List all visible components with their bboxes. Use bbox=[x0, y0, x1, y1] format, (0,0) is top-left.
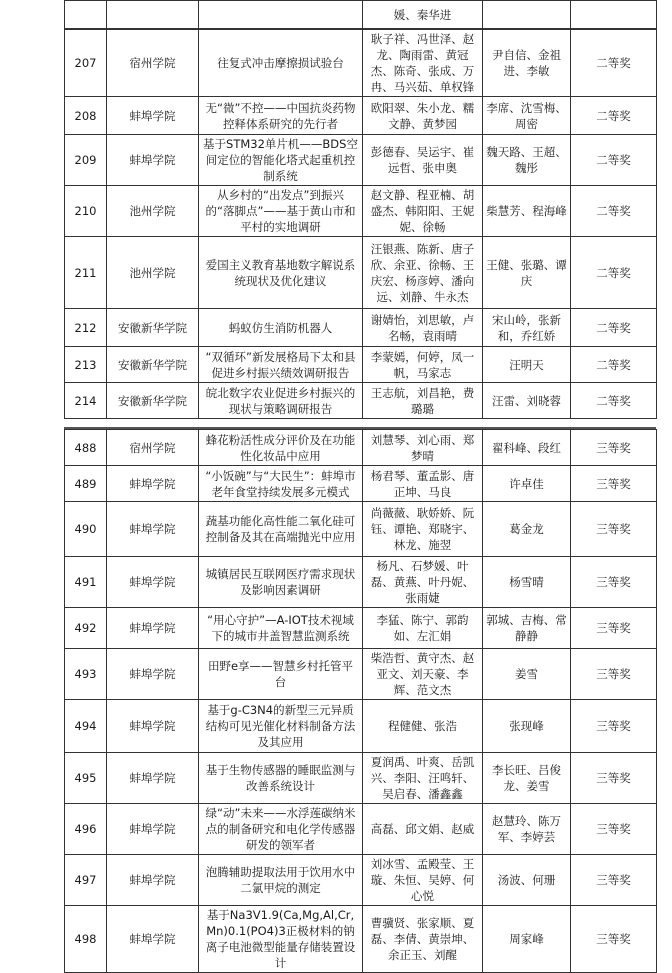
school-cell: 蚌埠学院 bbox=[107, 135, 199, 186]
number-cell: 210 bbox=[65, 186, 107, 237]
award-cell: 三等奖 bbox=[571, 906, 657, 973]
advisor-cell: 郭城、吉梅、常静静 bbox=[483, 608, 571, 649]
number-cell: 497 bbox=[65, 855, 107, 906]
school-cell: 安徽新华学院 bbox=[107, 383, 199, 419]
award-cell: 二等奖 bbox=[571, 30, 657, 97]
school-cell: 蚌埠学院 bbox=[107, 700, 199, 753]
awards-table-second-prize bbox=[64, 29, 657, 419]
table-row bbox=[65, 186, 657, 237]
title-cell: 往复式冲击摩擦损试验台 bbox=[199, 30, 363, 97]
number-cell: 212 bbox=[65, 309, 107, 347]
members-cell: 汪银燕、陈新、唐子欣、余亚、徐畅、王庆宏、杨彦婷、潘向远、刘静、牛永杰 bbox=[363, 237, 483, 309]
table-row bbox=[65, 502, 657, 557]
award-cell: 二等奖 bbox=[571, 383, 657, 419]
advisor-cell: 张现峰 bbox=[483, 700, 571, 753]
title-cell: 从乡村的“出发点”到振兴的“落脚点”——基于黄山市和平村的实地调研 bbox=[199, 186, 363, 237]
number-cell: 489 bbox=[65, 466, 107, 502]
title-cell: 蜂花粉活性成分评价及在功能性化妆品中应用 bbox=[199, 430, 363, 466]
members-cell: 夏润禹、叶爽、岳凯兴、李阳、汪鸣轩、吴启春、潘鑫鑫 bbox=[363, 753, 483, 804]
school-cell: 蚌埠学院 bbox=[107, 608, 199, 649]
school-cell: 蚌埠学院 bbox=[107, 906, 199, 973]
title-cell: 爱国主义教育基地数字解说系统现状及优化建议 bbox=[199, 237, 363, 309]
advisor-cell: 许卓佳 bbox=[483, 466, 571, 502]
title-cell: “双循环”新发展格局下太和县促进乡村振兴绩效调研报告 bbox=[199, 347, 363, 383]
title-cell: 田野e享——智慧乡村托管平台 bbox=[199, 649, 363, 700]
members-cell: 李猛、陈宁、郭韵如、左汇娟 bbox=[363, 608, 483, 649]
advisor-cell: 王健、张璐、谭庆 bbox=[483, 237, 571, 309]
members-cell: 杨君琴、董孟影、唐正坤、马良 bbox=[363, 466, 483, 502]
title-cell: “用心守护”—A-IOT技术视域下的城市井盖智慧监测系统 bbox=[199, 608, 363, 649]
school-cell: 池州学院 bbox=[107, 186, 199, 237]
award-cell: 三等奖 bbox=[571, 608, 657, 649]
title-cell: 基于STM32单片机——BDS空间定位的智能化塔式起重机控制系统 bbox=[199, 135, 363, 186]
advisor-cell: 尹自信、金祖进、李敏 bbox=[483, 30, 571, 97]
number-cell: 209 bbox=[65, 135, 107, 186]
table-row bbox=[65, 430, 657, 466]
advisor-cell: 宋山岭，张新和，乔红娇 bbox=[483, 309, 571, 347]
award-cell: 二等奖 bbox=[571, 97, 657, 135]
award-cell: 三等奖 bbox=[571, 855, 657, 906]
title-cell: 绿“动”未来——水浮莲碳纳米点的制备研究和电化学传感器研发的领军者 bbox=[199, 804, 363, 855]
table-row bbox=[65, 97, 657, 135]
award-cell: 二等奖 bbox=[571, 347, 657, 383]
members-cell: 刘冰雪、孟殿莹、王璇、朱恒、吴婷、何心悦 bbox=[363, 855, 483, 906]
members-cell: 杨凡、石梦媛、叶磊、黄燕、叶丹妮、张雨婕 bbox=[363, 557, 483, 608]
school-cell: 宿州学院 bbox=[107, 430, 199, 466]
school-cell: 蚌埠学院 bbox=[107, 804, 199, 855]
advisor-cell: 李席、沈雪梅、周密 bbox=[483, 97, 571, 135]
school-cell: 蚌埠学院 bbox=[107, 753, 199, 804]
title-cell: 基于Na3V1.9(Ca,Mg,Al,Cr,Mn)0.1(PO4)3正极材料的钠离子电池微型能量存储装置设计 bbox=[199, 906, 363, 973]
number-cell: 490 bbox=[65, 502, 107, 557]
members-cell: 欧阳翠、朱小龙、糯文静、黄梦园 bbox=[363, 97, 483, 135]
number-cell: 214 bbox=[65, 383, 107, 419]
members-cell: 柴浩哲、黄守杰、赵亚文、刘天豪、李辉、范文杰 bbox=[363, 649, 483, 700]
number-cell: 488 bbox=[65, 430, 107, 466]
school-cell: 蚌埠学院 bbox=[107, 97, 199, 135]
table-row bbox=[65, 804, 657, 855]
members-cell: 高磊、邱文娟、赵威 bbox=[363, 804, 483, 855]
advisor-cell: 葛金龙 bbox=[483, 502, 571, 557]
school-cell: 安徽新华学院 bbox=[107, 309, 199, 347]
advisor-cell: 赵慧玲、陈万军、李婷芸 bbox=[483, 804, 571, 855]
title-cell: 蚂蚁仿生消防机器人 bbox=[199, 309, 363, 347]
award-cell: 二等奖 bbox=[571, 309, 657, 347]
table-row bbox=[65, 753, 657, 804]
advisor-cell: 李长旺、吕俊龙、姜雪 bbox=[483, 753, 571, 804]
award-cell: 三等奖 bbox=[571, 557, 657, 608]
title-cell: 基于g-C3N4的新型三元异质结构可见光催化材料制备方法及其应用 bbox=[199, 700, 363, 753]
title-cell: “小饭碗”与“大民生”：蚌埠市老年食堂持续发展多元模式 bbox=[199, 466, 363, 502]
members-cell: 王志航，刘昌艳，费璐璐 bbox=[363, 383, 483, 419]
advisor-cell: 汪明天 bbox=[483, 347, 571, 383]
table-row bbox=[65, 135, 657, 186]
school-cell: 蚌埠学院 bbox=[107, 649, 199, 700]
number-cell: 208 bbox=[65, 97, 107, 135]
award-cell: 三等奖 bbox=[571, 753, 657, 804]
document-page bbox=[64, 0, 656, 973]
awards-table-third-prize bbox=[64, 429, 657, 973]
award-cell: 三等奖 bbox=[571, 649, 657, 700]
number-cell: 493 bbox=[65, 649, 107, 700]
advisor-cell: 杨雪晴 bbox=[483, 557, 571, 608]
title-cell: 无“微”不控——中国抗炎药物控释体系研究的先行者 bbox=[199, 97, 363, 135]
number-cell: 211 bbox=[65, 237, 107, 309]
title-cell: 蔬基功能化高性能二氧化硅可控制备及其在高端抛光中应用 bbox=[199, 502, 363, 557]
table-row bbox=[65, 700, 657, 753]
number-cell: 494 bbox=[65, 700, 107, 753]
table-row bbox=[65, 557, 657, 608]
advisor-cell: 汤波、何珊 bbox=[483, 855, 571, 906]
number-cell: 491 bbox=[65, 557, 107, 608]
table-row bbox=[65, 309, 657, 347]
school-cell: 安徽新华学院 bbox=[107, 347, 199, 383]
award-cell: 三等奖 bbox=[571, 430, 657, 466]
table-row bbox=[65, 347, 657, 383]
members-cell: 曹骥贤、张家顺、夏磊、李倩、黄崇坤、余正玉、刘醒 bbox=[363, 906, 483, 973]
advisor-cell: 魏天路、王超、魏彤 bbox=[483, 135, 571, 186]
number-cell: 496 bbox=[65, 804, 107, 855]
advisor-cell: 姜雪 bbox=[483, 649, 571, 700]
award-cell: 三等奖 bbox=[571, 804, 657, 855]
page-gap bbox=[64, 419, 656, 427]
advisor-cell: 周家峰 bbox=[483, 906, 571, 973]
table-row bbox=[65, 906, 657, 973]
school-cell: 池州学院 bbox=[107, 237, 199, 309]
award-cell: 二等奖 bbox=[571, 237, 657, 309]
award-cell: 二等奖 bbox=[571, 135, 657, 186]
members-cell: 刘慧琴、刘心雨、郑梦晴 bbox=[363, 430, 483, 466]
title-cell: 城镇居民互联网医疗需求现状及影响因素调研 bbox=[199, 557, 363, 608]
title-cell: 基于生物传感器的睡眠监测与改善系统设计 bbox=[199, 753, 363, 804]
table-row bbox=[65, 855, 657, 906]
members-cell: 耿子祥、冯世泽、赵龙、陶雨雷、黄冠杰、陈奇、张成、万冉、马兴茹、单权锋 bbox=[363, 30, 483, 97]
table-row bbox=[65, 237, 657, 309]
table-row bbox=[65, 30, 657, 97]
award-cell: 三等奖 bbox=[571, 502, 657, 557]
top-partial-table bbox=[64, 0, 657, 29]
school-cell: 蚌埠学院 bbox=[107, 855, 199, 906]
advisor-cell: 翟科峰、段红 bbox=[483, 430, 571, 466]
members-cell: 赵文静、程亚楠、胡盛杰、韩阳阳、王妮妮、徐畅 bbox=[363, 186, 483, 237]
members-cell: 程健健、张浩 bbox=[363, 700, 483, 753]
number-cell: 498 bbox=[65, 906, 107, 973]
school-cell: 宿州学院 bbox=[107, 30, 199, 97]
members-cell: 谢婧怡，刘思敏，卢名畅，袁雨晴 bbox=[363, 309, 483, 347]
table-row bbox=[65, 608, 657, 649]
award-cell: 三等奖 bbox=[571, 466, 657, 502]
advisor-cell: 汪雷、刘晓蓉 bbox=[483, 383, 571, 419]
members-cell: 李蒙嫣，何婷，凤一帆，马家志 bbox=[363, 347, 483, 383]
members-cell: 尚薇薇、耿娇娇、阮钰、谭艳、郑晓宇、林龙、施翌 bbox=[363, 502, 483, 557]
table-row-partial bbox=[65, 1, 657, 29]
award-cell: 三等奖 bbox=[571, 700, 657, 753]
table-row bbox=[65, 466, 657, 502]
title-cell: 泡腾辅助提取法用于饮用水中二氯甲烷的测定 bbox=[199, 855, 363, 906]
advisor-cell: 柴慧芳、程海峰 bbox=[483, 186, 571, 237]
number-cell: 207 bbox=[65, 30, 107, 97]
award-cell: 二等奖 bbox=[571, 186, 657, 237]
school-cell: 蚌埠学院 bbox=[107, 466, 199, 502]
school-cell: 蚌埠学院 bbox=[107, 557, 199, 608]
table-row bbox=[65, 383, 657, 419]
title-cell: 皖北数字农业促进乡村振兴的现状与策略调研报告 bbox=[199, 383, 363, 419]
number-cell: 492 bbox=[65, 608, 107, 649]
members-cell: 媛、秦华进 bbox=[363, 1, 483, 29]
school-cell: 蚌埠学院 bbox=[107, 502, 199, 557]
table-row bbox=[65, 649, 657, 700]
number-cell: 213 bbox=[65, 347, 107, 383]
number-cell: 495 bbox=[65, 753, 107, 804]
members-cell: 彭德春、吴运宇、崔远哲、张申奥 bbox=[363, 135, 483, 186]
